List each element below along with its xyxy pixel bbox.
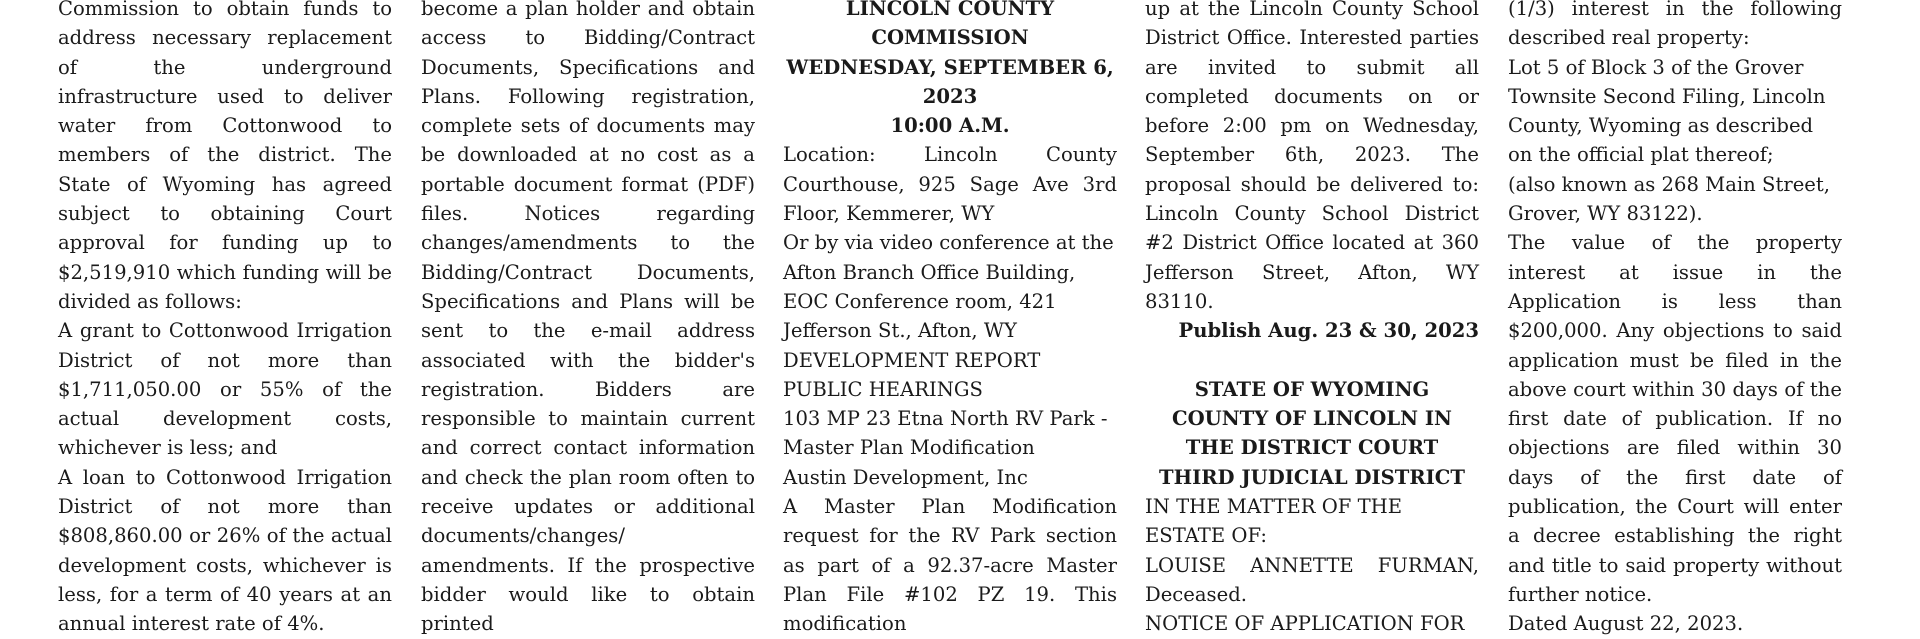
column-5	[1508, 0, 1842, 639]
column-2	[421, 0, 755, 639]
heading-state-of-wyoming: STATE OF WYOMING	[1194, 377, 1430, 401]
heading-lincoln-county-commission: LINCOLN COUNTY COMMISSION	[845, 0, 1055, 50]
hearing-item-title: 103 MP 23 Etna North RV Park - Master Plan Modification	[783, 407, 1108, 460]
column-4	[1145, 0, 1479, 639]
paragraph-estate-matter: IN THE MATTER OF THE ESTATE OF:	[1145, 495, 1403, 548]
spacer	[1145, 346, 1479, 375]
paragraph-proposal-submission: up at the Lincoln County School District Office. Interested parties are invited to submit all completed documents on or before 2:00 pm on Wednesday, September 6th, 2023. The proposal should be delivered to: Lincoln County School District #2 District Office located at 360 Jefferson Street, Afton, WY 83110.	[1145, 0, 1479, 313]
paragraph-grant: A grant to Cottonwood Irrigation District of not more than $1,711,050.00 or 55% of the actual development costs, whichever is less; and	[58, 319, 392, 460]
hearing-item-description: A Master Plan Modification request for the RV Park section as part of a 92.37-acre Master Plan File #102 PZ 19. This modification	[783, 495, 1117, 636]
column-3	[783, 0, 1117, 639]
publish-dates: Publish Aug. 23 & 30, 2023	[1178, 319, 1479, 343]
paragraph-lot-description: Lot 5 of Block 3 of the Grover Townsite Second Filing, Lincoln County, Wyoming as described on the official plat thereof;	[1508, 55, 1826, 167]
paragraph-plan-holder: become a plan holder and obtain access to Bidding/Contract Documents, Specifications and Plans. Following registration, complete sets of documents may be downloaded at no cost as a portable document format (PDF) files. Notices regarding changes/amendments to the Bidding/Contract Documents, Specifications and Plans will be sent to the e-mail address associated with the bidder's registration. Bidders are responsible to maintain current and correct contact information and check the plan room often to receive updates or additional documents/changes/ amendments. If the prospective bidder would like to obtain printed	[421, 0, 755, 636]
heading-meeting-time: 10:00 A.M.	[890, 114, 1010, 138]
paragraph-loan: A loan to Cottonwood Irrigation District of not more than $808,860.00 or 26% of the actual development costs, whichever is less, for a term of 40 years at an annual interest rate of 4%.	[58, 465, 392, 636]
heading-district-court: COUNTY OF LINCOLN IN THE DISTRICT COURT THIRD JUDICIAL DISTRICT	[1159, 407, 1465, 489]
column-1	[58, 0, 392, 639]
paragraph-commission-funding: Commission to obtain funds to address necessary replacement of the underground infrastructure used to deliver water from Cottonwood to members of the district. The State of Wyoming has agreed subject to obtaining Court approval for funding up to $2,519,910 which funding will be divided as follows:	[58, 0, 392, 313]
paragraph-notice-application: NOTICE OF APPLICATION FOR	[1145, 612, 1465, 636]
paragraph-location: Location: Lincoln County Courthouse, 925 Sage Ave 3rd Floor, Kemmerer, WY	[783, 143, 1117, 226]
paragraph-deceased-name: LOUISE ANNETTE FURMAN, Deceased.	[1145, 553, 1479, 606]
label-public-hearings: PUBLIC HEARINGS	[783, 377, 983, 401]
hearing-item-company: Austin Development, Inc	[783, 465, 1028, 489]
paragraph-address: (also known as 268 Main Street, Grover, WY 83122).	[1508, 172, 1830, 226]
paragraph-video-conference: Or by via video conference at the Afton Branch Office Building, EOC Conference room, 421 Jefferson St., Afton, WY	[783, 231, 1114, 343]
label-development-report: DEVELOPMENT REPORT	[783, 348, 1041, 372]
paragraph-interest: (1/3) interest in the following described real property:	[1508, 0, 1842, 50]
paragraph-objections: The value of the property interest at issue in the Application is less than $200,000. Any objections to said application must be filed in the above court within 30 days of the first date of publication. If no objections are filed within 30 days of the first date of publication, the Court will enter a decree establishing the right and title to said property without further notice.	[1508, 231, 1842, 606]
paragraph-dated: Dated August 22, 2023.	[1508, 612, 1744, 636]
heading-meeting-date: WEDNESDAY, SEPTEMBER 6, 2023	[786, 55, 1114, 108]
